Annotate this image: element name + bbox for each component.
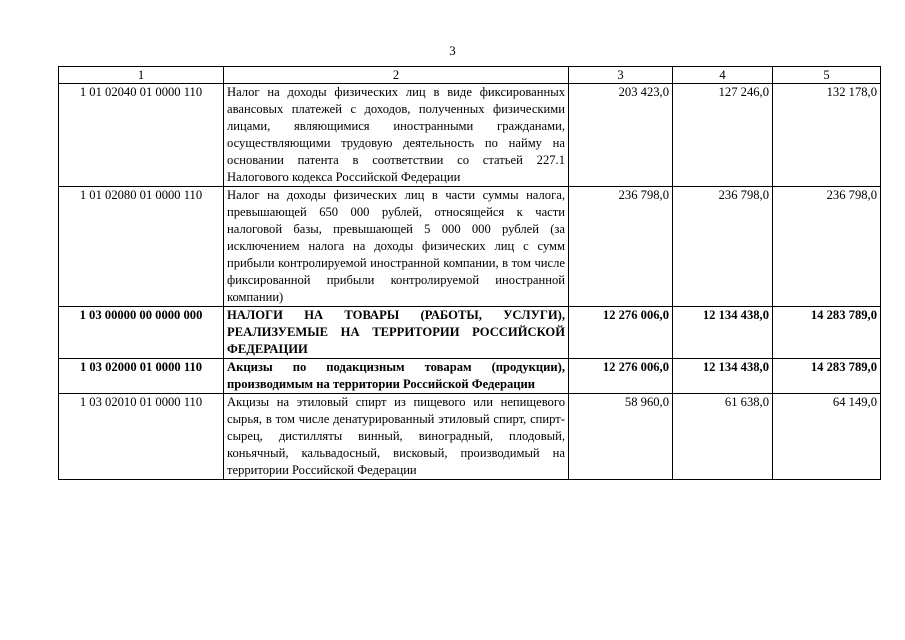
column-number-row: [59, 67, 881, 84]
table-row: [59, 394, 881, 480]
value-col4: 61 638,0: [673, 394, 773, 480]
value-col3: 12 276 006,0: [569, 359, 673, 394]
budget-code: 1 03 02010 01 0000 110: [59, 394, 224, 480]
item-description: НАЛОГИ НА ТОВАРЫ (РАБОТЫ, УСЛУГИ), РЕАЛИЗУЕМЫЕ НА ТЕРРИТОРИИ РОССИЙСКОЙ ФЕДЕРАЦИИ: [224, 307, 569, 359]
table-row: [59, 84, 881, 187]
value-col5: 64 149,0: [773, 394, 881, 480]
budget-code: 1 01 02080 01 0000 110: [59, 187, 224, 307]
value-col3: 12 276 006,0: [569, 307, 673, 359]
item-description: Акцизы по подакцизным товарам (продукции), производимым на территории Российской Федерации: [224, 359, 569, 394]
value-col5: 14 283 789,0: [773, 359, 881, 394]
column-header: 3: [569, 67, 673, 84]
value-col5: 14 283 789,0: [773, 307, 881, 359]
value-col4: 12 134 438,0: [673, 359, 773, 394]
value-col3: 236 798,0: [569, 187, 673, 307]
value-col5: 236 798,0: [773, 187, 881, 307]
item-description: Налог на доходы физических лиц в виде фиксированных авансовых платежей с доходов, полученных физическими лицами, являющимися иностранными гражданами, осуществляющими трудовую деятельность по найму на основании патента в соответствии со статьей 227.1 Налогового кодекса Российской Федерации: [224, 84, 569, 187]
item-description: Акцизы на этиловый спирт из пищевого или непищевого сырья, в том числе денатурированный этиловый спирт, спирт-сырец, дистилляты винный, виноградный, плодовый, коньячный, кальвадосный, висковый, производимый на территории Российской Федерации: [224, 394, 569, 480]
table-row: [59, 307, 881, 359]
value-col3: 203 423,0: [569, 84, 673, 187]
table-row: [59, 187, 881, 307]
column-header: 5: [773, 67, 881, 84]
value-col4: 127 246,0: [673, 84, 773, 187]
column-header: 1: [59, 67, 224, 84]
value-col4: 12 134 438,0: [673, 307, 773, 359]
item-description: Налог на доходы физических лиц в части суммы налога, превышающей 650 000 рублей, относящейся к части налоговой базы, превышающей 5 000 000 рублей (за исключением налога на доходы физических лиц с сумм прибыли контролируемой иностранной компании, в том числе фиксированной прибыли контролируемой иностранной компании): [224, 187, 569, 307]
column-header: 4: [673, 67, 773, 84]
budget-code: 1 03 02000 01 0000 110: [59, 359, 224, 394]
value-col3: 58 960,0: [569, 394, 673, 480]
page-number: 3: [449, 43, 456, 58]
value-col5: 132 178,0: [773, 84, 881, 187]
value-col4: 236 798,0: [673, 187, 773, 307]
budget-code: 1 01 02040 01 0000 110: [59, 84, 224, 187]
revenue-table: [58, 66, 881, 480]
column-header: 2: [224, 67, 569, 84]
table-row: [59, 359, 881, 394]
budget-code: 1 03 00000 00 0000 000: [59, 307, 224, 359]
